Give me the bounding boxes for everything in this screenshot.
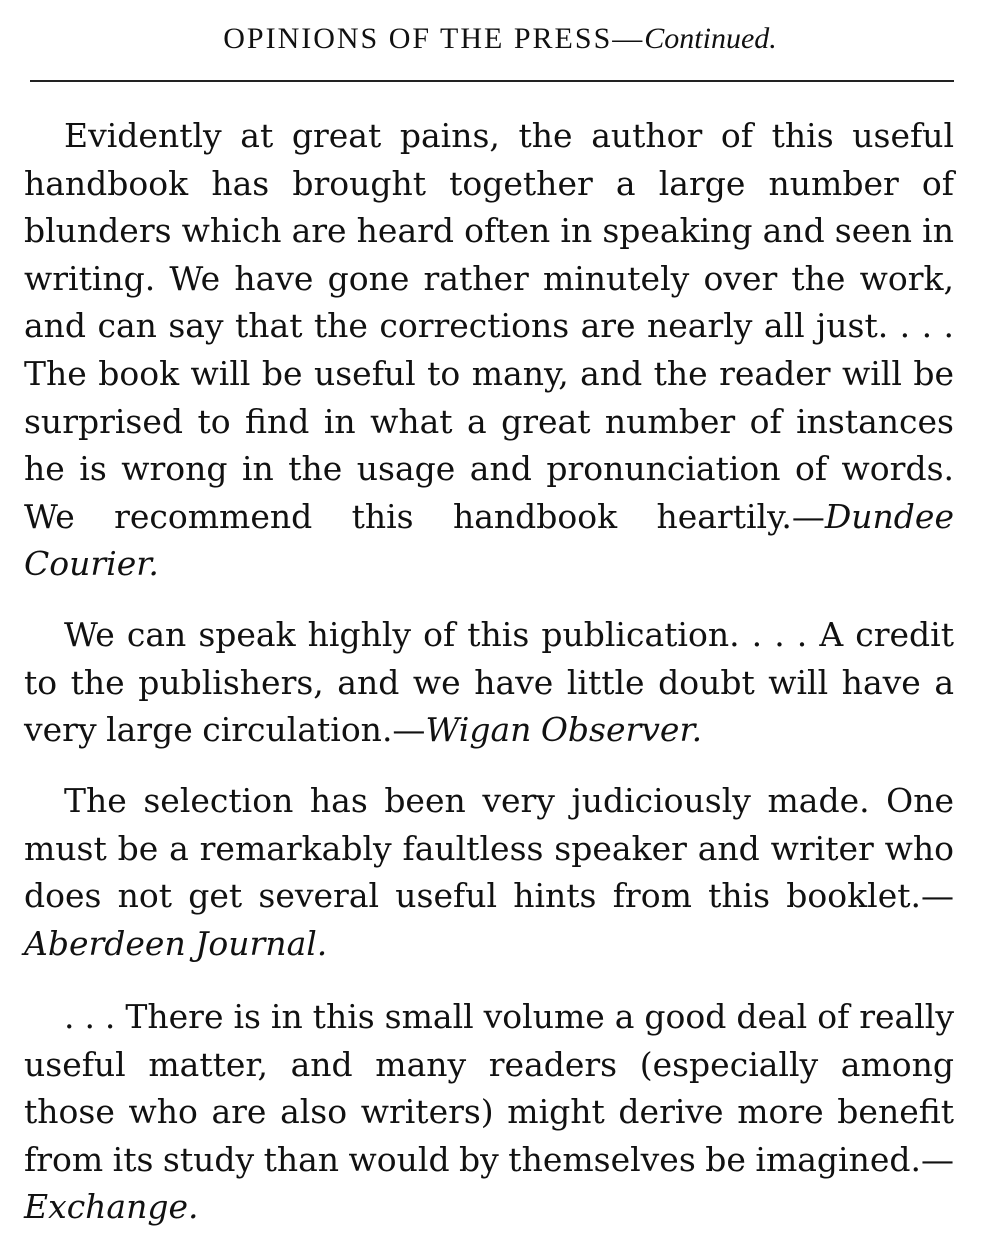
review-wigan-observer: [24, 611, 954, 754]
header-title: OPINIONS OF THE PRESS—: [223, 22, 645, 55]
review-source: Exchange.: [24, 1187, 199, 1227]
review-dundee-courier: [24, 112, 954, 588]
review-source: Aberdeen Journal.: [24, 923, 328, 963]
page-header: [0, 22, 1000, 56]
header-rule: [30, 80, 954, 82]
review-source: Wigan Observer.: [425, 710, 703, 750]
review-aberdeen-journal: [24, 777, 954, 967]
header-continued: Continued.: [644, 22, 777, 55]
review-text: . . . There is in this small volume a good deal of really useful matter, and many readers (especially among those who are also writers) might derive more benefit from its study than would by themselves be imagined.—: [24, 997, 955, 1179]
review-text: We can speak highly of this publication. . . . A credit to the publishers, and we have little doubt will have a very large circulation.—: [24, 615, 954, 750]
review-text: The selection has been very judiciously made. One must be a remarkably faultless speaker and writer who does not get several useful hints from this booklet.—: [24, 781, 954, 916]
review-text: Evidently at great pains, the author of this useful handbook has brought together a large number of blunders which are heard often in speaking and seen in writing. We have gone rather minutely over the work, and can say that the corrections are nearly all just. . . . The book will be useful to many, and the reader will be surprised to find in what a great number of instances he is wrong in the usage and pronunciation of words. We recommend this handbook heartily.—: [24, 116, 954, 536]
review-source: Dundee Courier.: [24, 496, 954, 584]
review-exchange: [24, 993, 954, 1231]
